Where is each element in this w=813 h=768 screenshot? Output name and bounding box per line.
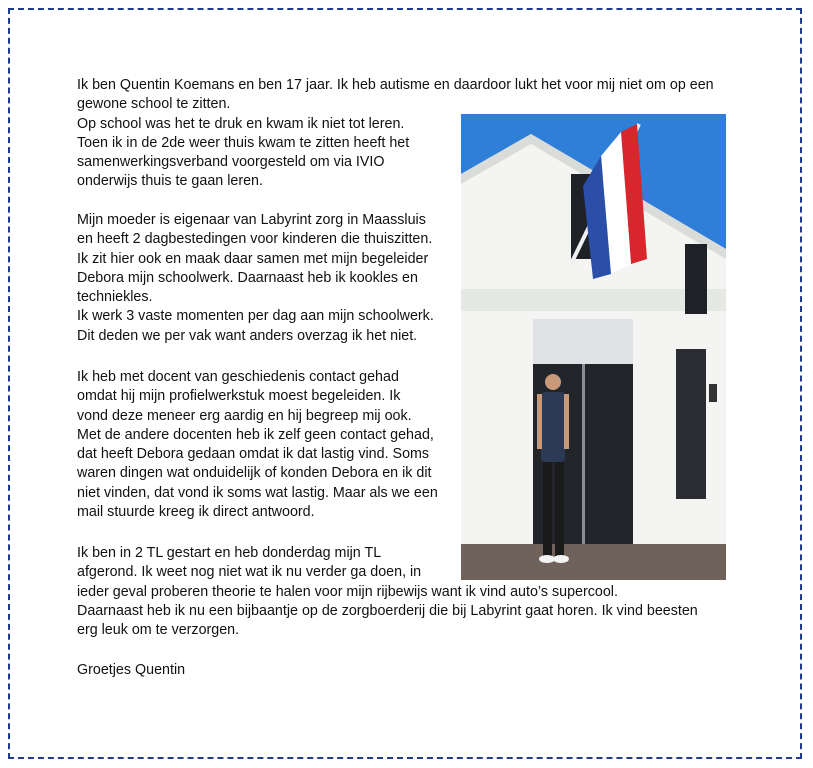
text-line: Daarnaast heb ik nu een bijbaantje op de zorgboerderij die bij Labyrint gaat horen. Ik vind beesten	[77, 602, 698, 619]
text-line: dat heeft Debora gedaan omdat ik dat lastig vind. Soms	[77, 446, 430, 463]
text-line: samenwerkingsverband voorgesteld om via IVIO	[77, 154, 385, 171]
text-line: en heeft 2 dagbestedingen voor kinderen die thuiszitten.	[77, 231, 433, 248]
text-line: Ik werk 3 vaste momenten per dag aan mijn schoolwerk.	[77, 308, 434, 325]
text-line: Toen ik in de 2de weer thuis kwam te zitten heeft het	[77, 134, 410, 151]
text-line: Mijn moeder is eigenaar van Labyrint zorg in Maassluis	[77, 212, 426, 228]
paragraph-2	[77, 211, 434, 346]
person-shirt	[541, 392, 565, 462]
transom-window	[533, 319, 633, 369]
text-line: Ik ben in 2 TL gestart en heb donderdag mijn TL	[77, 545, 382, 561]
pavement	[461, 544, 726, 580]
text-line: waren dingen wat onduidelijk of konden Debora en ik dit	[77, 465, 432, 482]
photo-illustration	[461, 114, 726, 580]
text-line: Dit deden we per vak want anders overzag ik het niet.	[77, 327, 418, 344]
text-line: Ik zit hier ook en maak daar samen met mijn begeleider	[77, 250, 429, 267]
text-line: techniekles.	[77, 289, 153, 306]
text-line: Met de andere docenten heb ik zelf geen contact gehad,	[77, 426, 434, 443]
text-line: afgerond. Ik weet nog niet wat ik nu verder ga doen, in	[77, 564, 422, 581]
text-line: Ik ben Quentin Koemans en ben 17 jaar. Ik heb autisme en daardoor lukt het voor mij niet om op een	[77, 77, 714, 93]
text-line: niet vinden, dat vond ik soms wat lastig. Maar als we een	[77, 484, 438, 501]
closing-signature: Groetjes Quentin	[77, 662, 186, 678]
text-line: mail stuurde kreeg ik direct antwoord.	[77, 504, 315, 521]
text-line: vond deze meneer erg aardig en hij begreep mij ook.	[77, 407, 412, 424]
person-arm	[564, 394, 569, 449]
door-divider	[582, 364, 585, 554]
text-line: onderwijs thuis te gaan leren.	[77, 173, 263, 190]
text-line: Op school was het te druk en kwam ik niet tot leren.	[77, 115, 405, 132]
text-line: erg leuk om te verzorgen.	[77, 622, 240, 639]
upper-window	[685, 244, 707, 314]
text-line: Debora mijn schoolwerk. Daarnaast heb ik kookles en	[77, 269, 418, 286]
person-shoe	[553, 555, 569, 563]
text-line: omdat hij mijn profielwerkstuk moest begeleiden. Ik	[77, 388, 401, 405]
person-arm	[537, 394, 542, 449]
paragraph-3	[77, 368, 438, 522]
text-line: Ik heb met docent van geschiedenis contact gehad	[77, 369, 399, 385]
text-line: ieder geval proberen theorie te halen voor mijn rijbewijs want ik vind auto’s supercool.	[77, 583, 618, 600]
person-leg	[543, 462, 552, 557]
person-leg	[555, 462, 564, 557]
person-shoe	[539, 555, 555, 563]
wall-lamp	[709, 384, 717, 402]
student-photo	[461, 114, 726, 580]
side-window	[676, 349, 706, 499]
text-line: gewone school te zitten.	[77, 96, 231, 113]
closing	[77, 661, 185, 680]
person-head	[545, 374, 561, 390]
